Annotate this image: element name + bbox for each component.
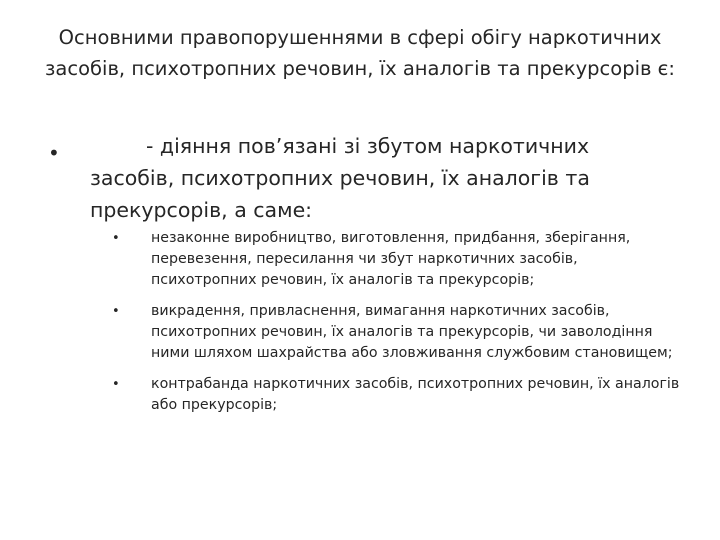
- sub-bullet-item: [112, 374, 687, 416]
- sub-bullet-item: [112, 301, 687, 364]
- sub-bullet-text: викрадення, привласнення, вимагання наркотичних засобів, психотропних речовин, їх аналогів та прекурсорів, чи заволодіння ними шляхом шахрайства або зловживання службовим становищем;: [151, 303, 673, 361]
- sub-bullet-marker: •: [112, 377, 120, 392]
- sub-bullet-marker: •: [112, 231, 120, 246]
- slide-title: Основними правопорушеннями в сфері обігу наркотичних засобів, психотропних речовин, їх аналогів та прекурсорів є:: [45, 26, 675, 80]
- sub-bullet-text: незаконне виробництво, виготовлення, придбання, зберігання, перевезення, пересилання чи збут наркотичних засобів, психотропних речовин, їх аналогів та прекурсорів;: [151, 230, 631, 288]
- sub-bullet-list: [112, 228, 687, 426]
- main-bullet-marker: •: [48, 141, 60, 165]
- sub-bullet-text: контрабанда наркотичних засобів, психотропних речовин, їх аналогів або прекурсорів;: [151, 376, 680, 413]
- main-bullet-text: - діяння пов’язані зі збутом наркотичних засобів, психотропних речовин, їх аналогів та прекурсорів, а саме:: [90, 134, 590, 222]
- sub-bullet-marker: •: [112, 304, 120, 319]
- sub-bullet-item: [112, 228, 687, 291]
